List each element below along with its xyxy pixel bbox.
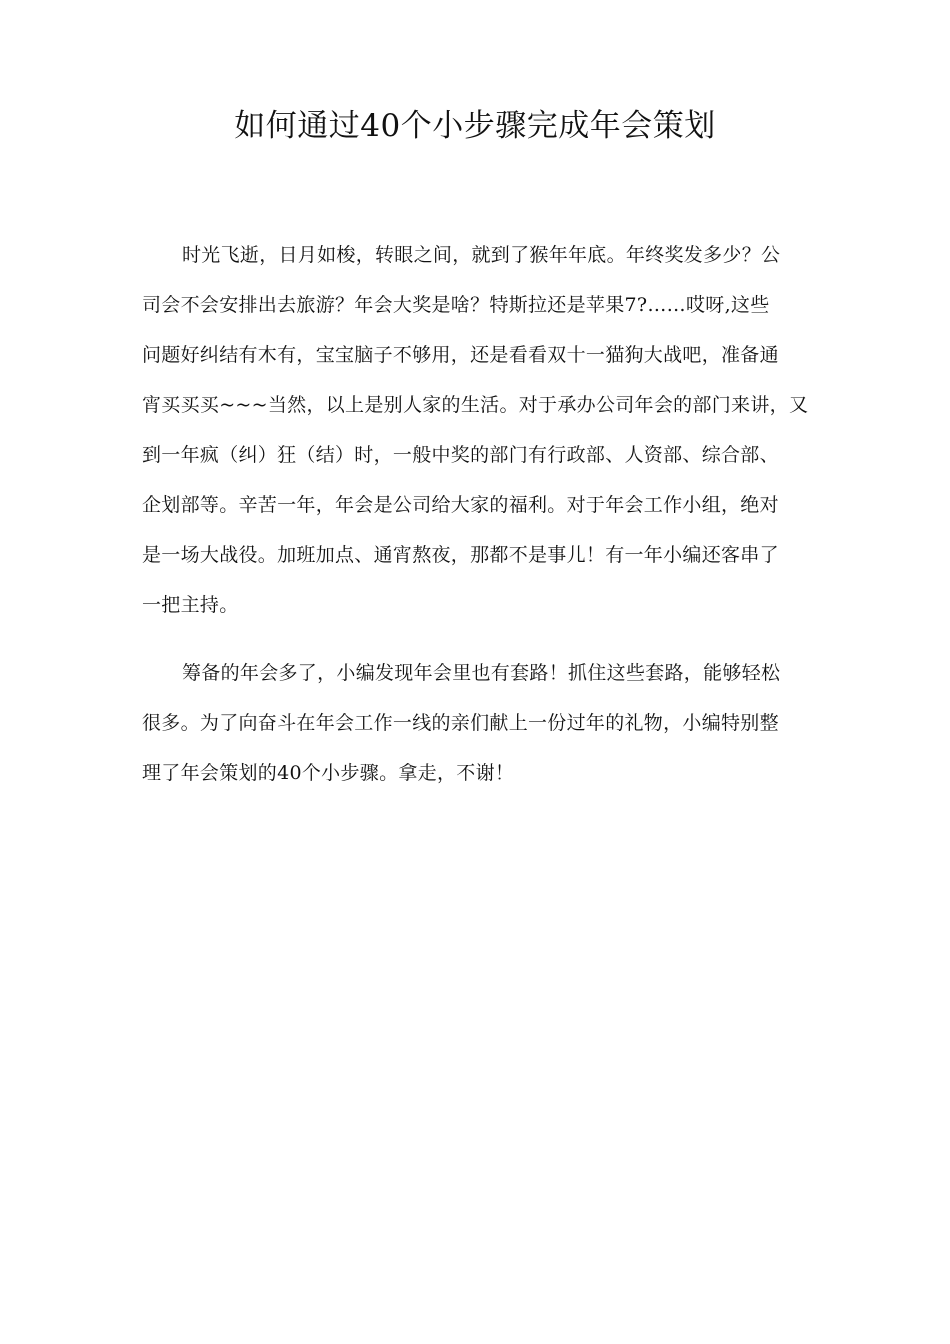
paragraph-line: 问题好纠结有木有，宝宝脑子不够用，还是看看双十一猫狗大战吧，准备通 [142,344,779,366]
paragraph-line: 企划部等。辛苦一年，年会是公司给大家的福利。对于年会工作小组，绝对 [142,494,779,516]
document-title: 如何通过40个小步骤完成年会策划 [234,108,716,144]
paragraph-line: 到一年疯（纠）狂（结）时，一般中奖的部门有行政部、人资部、综合部、 [142,444,779,466]
paragraph-summary [142,648,822,798]
paragraph-line: 是一场大战役。加班加点、通宵熬夜，那都不是事儿！有一年小编还客串了 [142,544,779,566]
paragraph-line: 很多。为了向奋斗在年会工作一线的亲们献上一份过年的礼物，小编特别整 [142,712,779,734]
paragraph-line: 筹备的年会多了，小编发现年会里也有套路！抓住这些套路，能够轻松 [182,662,781,684]
paragraph-line: 一把主持。 [142,594,239,616]
paragraph-line: 宵买买买~~~当然，以上是别人家的生活。对于承办公司年会的部门来讲，又 [142,394,809,416]
paragraph-line: 司会不会安排出去旅游？年会大奖是啥？特斯拉还是苹果7?……哎呀,这些 [142,294,770,316]
paragraph-line: 理了年会策划的40个小步骤。拿走，不谢！ [142,762,515,784]
paragraph-intro [142,230,822,630]
paragraph-line: 时光飞逝，日月如梭，转眼之间，就到了猴年年底。年终奖发多少？公 [182,244,781,266]
